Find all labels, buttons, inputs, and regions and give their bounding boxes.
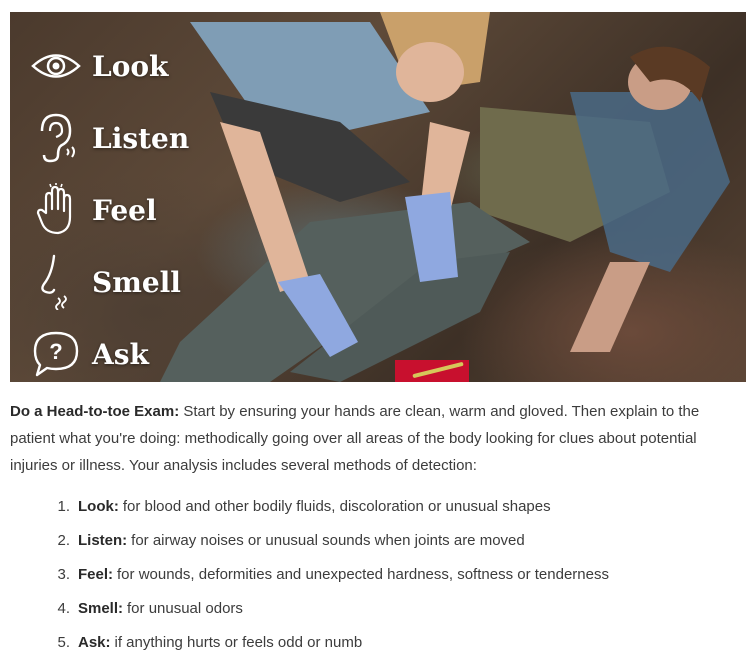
item-term: Smell:: [78, 599, 124, 617]
sense-ask: [28, 318, 189, 382]
sense-smell: [28, 246, 189, 318]
svg-text:?: ?: [49, 339, 63, 364]
intro-text: Start by ensuring your hands are clean, warm and gloved. Then explain to the patient what you're doing: methodically going over all areas of the body looking for clues about potential injuries or illness. Your analysis includes several methods of detection:: [10, 403, 700, 474]
intro-paragraph: [10, 398, 746, 479]
item-number: 4.: [57, 599, 70, 617]
list-item: [10, 625, 746, 659]
hero-photo: [10, 12, 746, 382]
item-number: 1.: [57, 497, 70, 515]
item-number: 3.: [57, 565, 70, 583]
detection-methods-list: [10, 489, 746, 659]
item-number: 5.: [57, 633, 70, 651]
item-desc: for wounds, deformities and unexpected hardness, softness or tenderness: [117, 565, 609, 583]
nose-icon: [28, 254, 84, 310]
sense-label: Listen: [92, 121, 190, 155]
sense-listen: [28, 102, 189, 174]
item-term: Listen:: [78, 531, 128, 549]
sense-look: [28, 30, 189, 102]
sense-label: Look: [92, 49, 169, 83]
sense-label: Smell: [92, 265, 181, 299]
item-term: Ask:: [78, 633, 111, 651]
item-desc: if anything hurts or feels odd or numb: [114, 633, 363, 651]
sense-feel: [28, 174, 189, 246]
item-desc: for airway noises or unusual sounds when joints are moved: [131, 531, 525, 549]
sense-label: Ask: [92, 337, 149, 371]
item-desc: for unusual odors: [127, 599, 243, 617]
list-item: [10, 489, 746, 523]
item-term: Look:: [78, 497, 119, 515]
item-number: 2.: [57, 531, 70, 549]
senses-overlay: [28, 30, 189, 382]
list-item: [10, 557, 746, 591]
ear-icon: [28, 110, 84, 166]
list-item: [10, 591, 746, 625]
item-term: Feel:: [78, 565, 114, 583]
intro-lead: Do a Head-to-toe Exam:: [10, 403, 180, 420]
hand-icon: [28, 182, 84, 238]
item-desc: for blood and other bodily fluids, discoloration or unusual shapes: [122, 497, 551, 515]
eye-icon: [28, 38, 84, 94]
sense-label: Feel: [92, 193, 157, 227]
list-item: [10, 523, 746, 557]
speech-question-icon: [28, 326, 84, 382]
